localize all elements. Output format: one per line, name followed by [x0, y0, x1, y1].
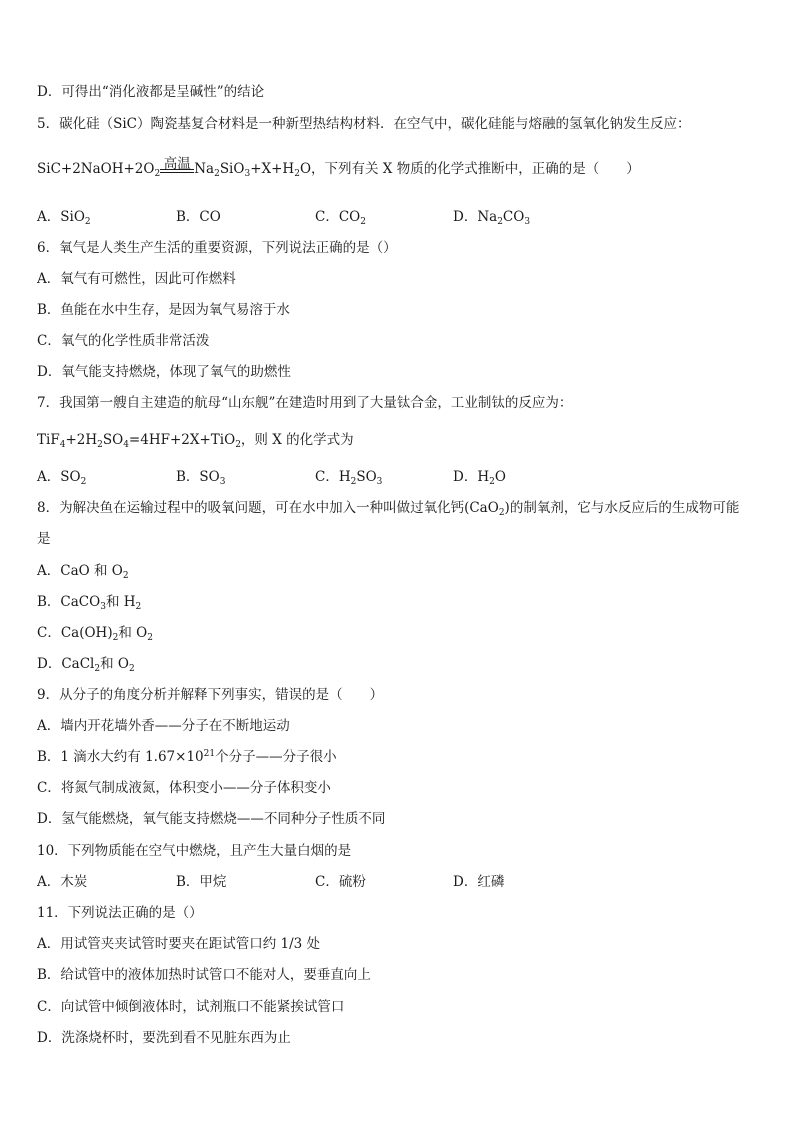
- q5-stem-text: 5．碳化硅（SiC）陶瓷基复合材料是一种新型热结构材料．在空气中，碳化硅能与熔融的氢氧化钠发生反应：: [37, 116, 691, 132]
- q7-eq1: TiF: [37, 432, 60, 448]
- q7-option-a: [37, 468, 86, 486]
- q6-option-c-text: C．氧气的化学性质非常活泼: [37, 333, 210, 349]
- reaction-condition: [160, 156, 194, 178]
- q9-option-b-text1: B．1 滴水大约有 1.67×10: [37, 749, 204, 765]
- q7-eq4: =4HF+2X+TiO: [128, 432, 236, 448]
- q8-stem: [37, 499, 739, 517]
- q9-option-b: [37, 748, 337, 766]
- q11-option-d-text: D．洗涤烧杯时，要洗到看不见脏东西为止: [37, 1030, 291, 1046]
- q8-option-a-text: A．CaO 和 O: [37, 563, 123, 579]
- q5-eq-left: SiC+2NaOH+2O: [37, 161, 155, 177]
- q5-eq-r3: +X+H: [250, 161, 295, 177]
- q11-option-a-text: A．用试管夹夹试管时要夹在距试管口约 1/3 处: [37, 936, 321, 952]
- q9-stem-text: 9．从分子的角度分析并解释下列事实，错误的是（ ）: [37, 687, 384, 703]
- q9-option-d-text: D．氢气能燃烧，氧气能支持燃烧——不同种分子性质不同: [37, 811, 386, 827]
- q7-option-d-sub: 2: [489, 477, 495, 487]
- q9-option-b-sup: 21: [203, 749, 216, 759]
- q7-option-c: [315, 468, 382, 486]
- q5-eq-r2: SiO: [219, 161, 245, 177]
- q5-eq-left-sub: 2: [154, 169, 161, 179]
- q5-option-b: [176, 208, 221, 226]
- q7-eq2: +2H: [65, 432, 98, 448]
- q6-option-b-text: B．鱼能在水中生存，是因为氧气易溶于水: [37, 302, 290, 318]
- q8-stem-text: 8．为解决鱼在运输过程中的吸氧问题，可在水中加入一种叫做过氧化钙(CaO: [37, 500, 499, 516]
- q6-option-a-text: A．氧气有可燃性，因此可作燃料: [37, 271, 236, 287]
- q8-option-d-text: D．CaCl: [37, 656, 95, 672]
- q8-option-b-sub: 3: [100, 602, 106, 612]
- q10-option-b: B．甲烷: [176, 874, 227, 890]
- q7-option-b: [176, 468, 225, 486]
- q9-option-a: [37, 717, 290, 735]
- q7-eq1-sub: 4: [59, 440, 66, 450]
- q8-stem-sub: 2: [498, 508, 505, 518]
- q7-equation: [37, 431, 354, 449]
- q10-stem-text: 10．下列物质能在空气中燃烧，且产生大量白烟的是: [37, 843, 352, 859]
- q6-stem-text: 6．氧气是人类生产生活的重要资源，下列说法正确的是（）: [37, 240, 397, 256]
- q5-stem: [37, 115, 690, 133]
- q4-option-d: [37, 83, 264, 101]
- q5-eq-r4: O，下列有关 X 物质的化学式推断中，正确的是（ ）: [299, 161, 640, 177]
- q8-option-b-sub2: 2: [135, 602, 142, 612]
- q9-option-d: [37, 810, 385, 828]
- q6-stem: [37, 239, 397, 257]
- q8-stem-end: )的制氧剂，它与水反应后的生成物可能: [504, 500, 740, 516]
- q8-option-a-sub: 2: [122, 571, 129, 581]
- q5-option-a-text: A．SiO: [37, 209, 85, 225]
- q7-eq5: ，则 X 的化学式为: [240, 432, 354, 448]
- q7-option-b-text: B．SO: [176, 469, 220, 485]
- q6-option-b: [37, 301, 290, 319]
- q7-eq4-sub: 2: [235, 440, 241, 450]
- q7-option-a-text: A．SO: [37, 469, 81, 485]
- q10-option-a: A．木炭: [37, 874, 88, 890]
- q7-eq3: SO: [102, 432, 124, 448]
- q5-option-c-sub: 2: [360, 217, 366, 227]
- q8-option-c-sub2: 2: [147, 633, 153, 643]
- q11-option-c: [37, 998, 344, 1016]
- q7-option-c-sub2: 3: [376, 477, 383, 487]
- q6-option-a: [37, 270, 236, 288]
- q11-option-b: [37, 966, 371, 984]
- q11-stem: [37, 904, 203, 922]
- q4-option-d-text: D．可得出“消化液都是呈碱性”的结论: [37, 84, 265, 100]
- q5-equation: [37, 156, 640, 179]
- q9-option-b-text2: 个分子——分子很小: [215, 749, 337, 765]
- q7-eq2-sub: 2: [97, 440, 103, 450]
- q10-option-d: D．红磷: [453, 874, 505, 890]
- q5-option-a-sub: 2: [84, 217, 91, 227]
- q10-stem: [37, 842, 351, 860]
- q11-option-d: [37, 1029, 291, 1047]
- q5-option-c-text: C．CO: [315, 209, 361, 225]
- q8-stem2-text: 是: [37, 531, 51, 547]
- q7-stem: [37, 394, 572, 412]
- q5-option-d-sub2: 3: [524, 217, 531, 227]
- q7-eq3-sub: 4: [123, 440, 129, 450]
- q8-option-d-sub: 2: [94, 664, 101, 674]
- q9-stem: [37, 686, 383, 704]
- q11-option-c-text: C．向试管中倾倒液体时，试剂瓶口不能紧挨试管口: [37, 999, 345, 1015]
- q8-option-d: [37, 655, 135, 673]
- q7-option-b-sub: 3: [219, 477, 226, 487]
- q7-option-c-text: C．H: [315, 469, 351, 485]
- q5-eq-r3-sub: 2: [294, 169, 300, 179]
- q7-option-c-mid: SO: [356, 469, 377, 485]
- q11-option-a: [37, 935, 320, 953]
- q7-option-d-end: O: [494, 469, 506, 485]
- q6-option-d: [37, 363, 291, 381]
- q5-option-d: [453, 208, 530, 226]
- q5-eq-r1: Na: [194, 161, 215, 177]
- q5-option-d-sub1: 2: [497, 217, 503, 227]
- q5-eq-r2-sub: 3: [244, 169, 251, 179]
- q9-option-a-text: A．墙内开花墙外香——分子在不断地运动: [37, 718, 290, 734]
- q7-option-d: [453, 468, 506, 486]
- q11-option-b-text: B．给试管中的液体加热时试管口不能对人，要垂直向上: [37, 967, 371, 983]
- q8-option-c-sub: 2: [112, 633, 119, 643]
- q7-option-a-sub: 2: [80, 477, 87, 487]
- q8-option-a: [37, 562, 129, 580]
- q8-option-b-mid: 和 H: [105, 594, 136, 610]
- q8-option-d-mid: 和 O: [100, 656, 129, 672]
- q5-option-c: [315, 208, 366, 226]
- q5-option-b-text: B．CO: [176, 209, 221, 225]
- q9-option-c-text: C．将氮气制成液氮，体积变小——分子体积变小: [37, 780, 331, 796]
- q5-eq-r1-sub: 2: [214, 169, 220, 179]
- q8-option-b-text: B．CaCO: [37, 594, 101, 610]
- q8-option-b: [37, 593, 141, 611]
- q11-stem-text: 11．下列说法正确的是（）: [37, 905, 203, 921]
- reaction-condition-text: 高温: [163, 156, 191, 172]
- q9-option-c: [37, 779, 331, 797]
- q8-option-c-text: C．Ca(OH): [37, 625, 113, 641]
- q7-stem-text: 7．我国第一艘自主建造的航母“山东舰”在建造时用到了大量钛合金，工业制钛的反应为：: [37, 395, 573, 411]
- q7-option-d-text: D．H: [453, 469, 490, 485]
- q6-option-c: [37, 332, 209, 350]
- q8-option-d-sub2: 2: [128, 664, 135, 674]
- q8-option-c: [37, 624, 153, 642]
- q8-stem-line2: [37, 530, 51, 548]
- q7-option-c-sub1: 2: [350, 477, 357, 487]
- q8-option-c-mid: 和 O: [118, 625, 148, 641]
- q10-option-c: C．硫粉: [315, 874, 366, 890]
- q5-option-d-mid: CO: [502, 209, 525, 225]
- q5-option-d-text: D．Na: [453, 209, 498, 225]
- q5-option-a: [37, 208, 91, 226]
- q6-option-d-text: D．氧气能支持燃烧，体现了氧气的助燃性: [37, 364, 291, 380]
